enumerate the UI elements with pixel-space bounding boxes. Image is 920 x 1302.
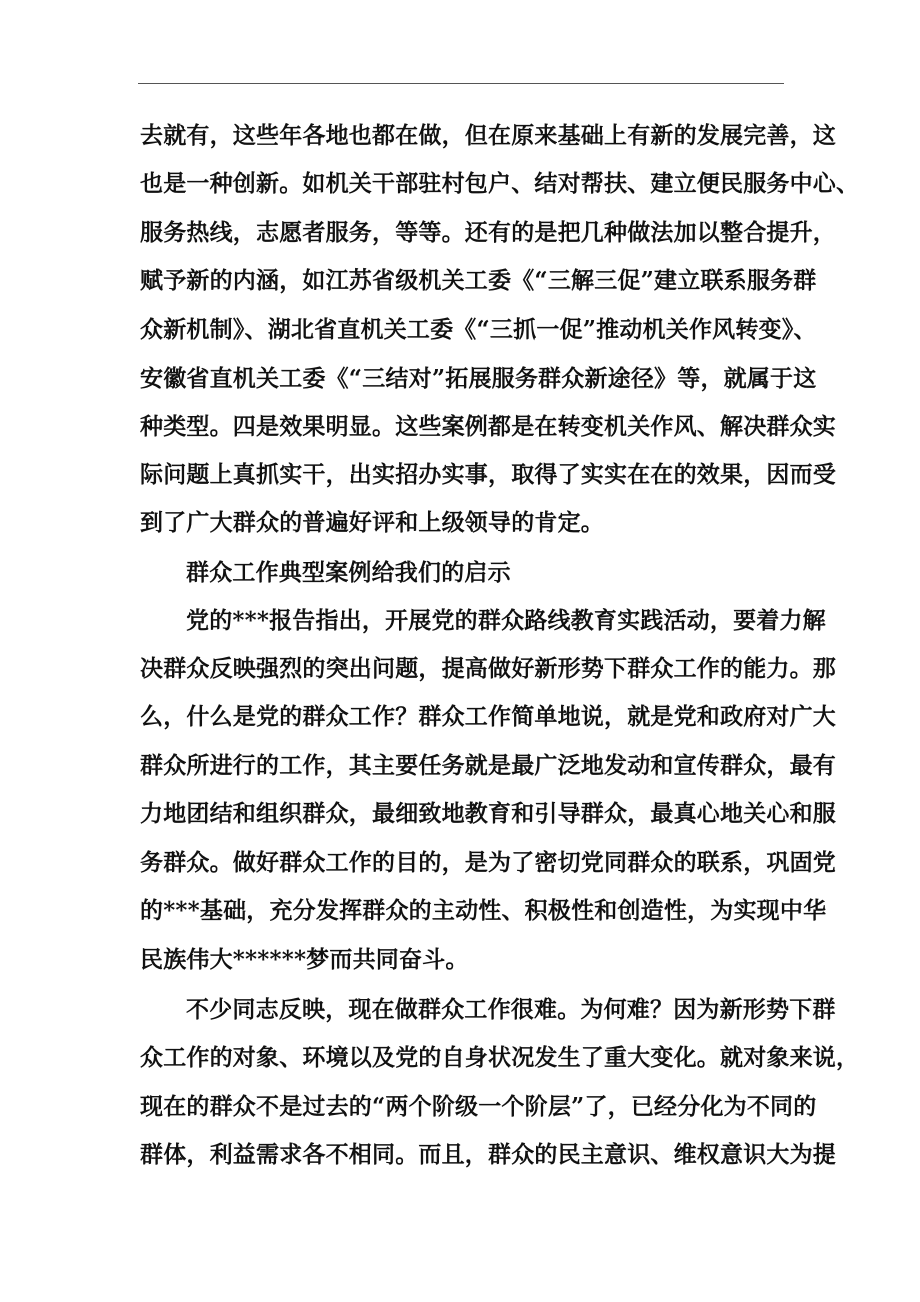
text-line: 众工作的对象、环境以及党的自身状况发生了重大变化。就对象来说， — [140, 1044, 860, 1071]
text-line: 群体，利益需求各不相同。而且，群众的民主意识、维权意识大为提 — [140, 1141, 836, 1168]
text-line: 党的***报告指出，开展党的群众路线教育实践活动，要着力解 — [186, 607, 826, 634]
text-line: 的***基础，充分发挥群众的主动性、积极性和创造性，为实现中华 — [140, 897, 827, 924]
text-line: 服务热线，志愿者服务，等等。还有的是把几种做法加以整合提升， — [140, 219, 836, 246]
text-line: 现在的群众不是过去的“两个阶级一个阶层”了，已经分化为不同的 — [140, 1093, 817, 1120]
text-line: 到了广大群众的普遍好评和上级领导的肯定。 — [140, 509, 604, 536]
text-line: 群众所进行的工作，其主要任务就是最广泛地发动和宣传群众，最有 — [140, 752, 836, 779]
text-line: 众新机制》、湖北省直机关工委《“三抓一促”推动机关作风转变》、 — [140, 316, 817, 343]
text-line: 力地团结和组织群众，最细致地教育和引导群众，最真心地关心和服 — [140, 800, 836, 827]
text-line: 么，什么是党的群众工作？群众工作简单地说，就是党和政府对广大 — [140, 703, 836, 730]
text-line: 务群众。做好群众工作的目的，是为了密切党同群众的联系，巩固党 — [140, 849, 836, 876]
text-line: 际问题上真抓实干，出实招办实事，取得了实实在在的效果，因而受 — [140, 461, 836, 488]
text-line: 安徽省直机关工委《“三结对”拓展服务群众新途径》等，就属于这 — [140, 365, 817, 392]
text-line: 不少同志反映，现在做群众工作很难。为何难？因为新形势下群 — [186, 996, 836, 1023]
header-rule — [138, 83, 784, 84]
text-line: 种类型。四是效果明显。这些案例都是在转变机关作风、解决群众实 — [140, 413, 836, 440]
text-line: 决群众反映强烈的突出问题，提高做好新形势下群众工作的能力。那 — [140, 655, 836, 682]
text-line: 也是一种创新。如机关干部驻村包户、结对帮扶、建立便民服务中心、 — [140, 170, 860, 197]
text-line: 去就有，这些年各地也都在做，但在原来基础上有新的发展完善，这 — [140, 122, 836, 149]
text-line: 民族伟大******梦而共同奋斗。 — [140, 946, 469, 973]
section-heading: 群众工作典型案例给我们的启示 — [186, 559, 511, 586]
text-line: 赋予新的内涵，如江苏省级机关工委《“三解三促”建立联系服务群 — [140, 267, 817, 294]
